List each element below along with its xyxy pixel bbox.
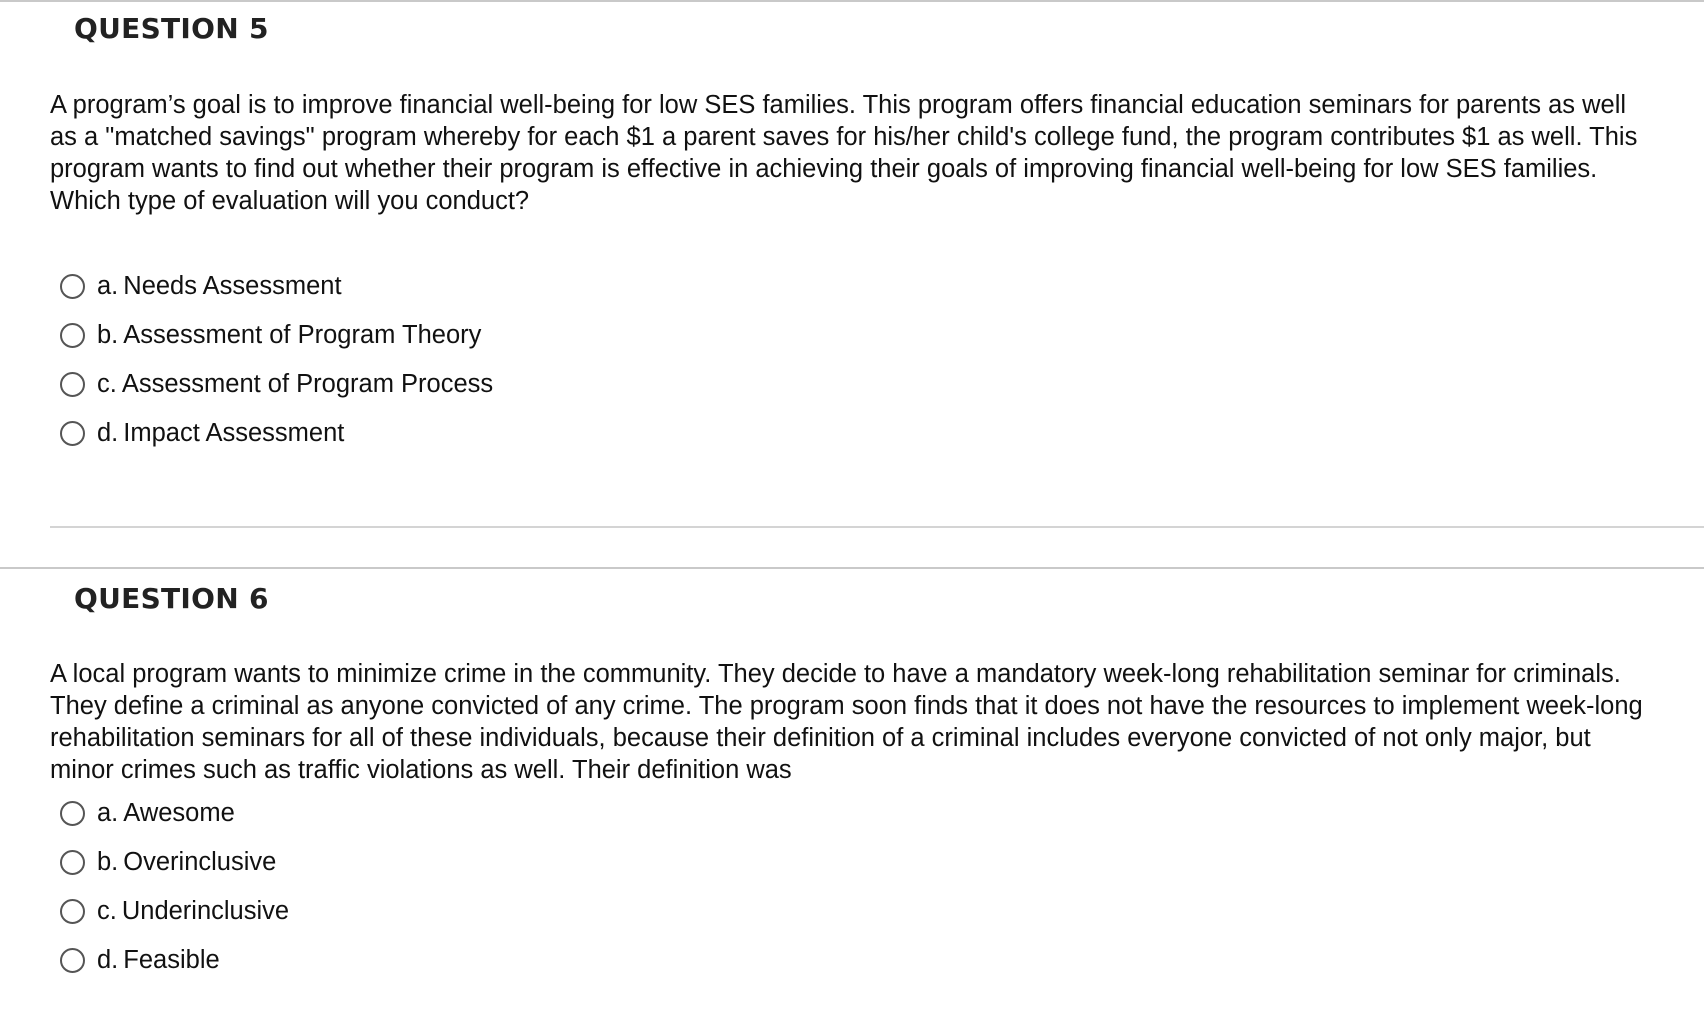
option-label[interactable]: Awesome [123,799,235,827]
radio-button-icon[interactable] [60,323,85,348]
radio-button-icon[interactable] [60,850,85,875]
option-letter: b. [97,321,119,349]
radio-button-icon[interactable] [60,274,85,299]
option-label[interactable]: Assessment of Program Theory [123,321,482,349]
answer-option-a[interactable] [60,789,289,838]
answer-option-d[interactable] [60,936,289,985]
answer-option-c[interactable] [60,887,289,936]
radio-button-icon[interactable] [60,899,85,924]
option-letter: d. [97,946,119,974]
answer-options [60,789,289,985]
answer-option-b[interactable] [60,311,493,360]
option-label[interactable]: Assessment of Program Process [121,370,494,398]
option-letter: b. [97,848,119,876]
answer-option-d[interactable] [60,409,493,458]
answer-options [60,262,493,458]
question-heading: QUESTION 6 [74,582,269,615]
question-text: A program’s goal is to improve financial well-being for low SES families. This program offers financial education seminars for parents as well as a "matched savings" program whereby for each $1 a parent saves for his/her child's college fund, the program contributes $1 as well. This program wants to find out whether their program is effective in achieving their goals of improving financial well-being for low SES families. Which type of evaluation will you conduct? [50,91,1638,215]
radio-button-icon[interactable] [60,801,85,826]
option-letter: a. [97,272,119,300]
radio-button-icon[interactable] [60,372,85,397]
answer-option-c[interactable] [60,360,493,409]
option-letter: c. [97,897,117,925]
answer-option-b[interactable] [60,838,289,887]
option-label[interactable]: Overinclusive [123,848,277,876]
radio-button-icon[interactable] [60,421,85,446]
radio-button-icon[interactable] [60,948,85,973]
option-label[interactable]: Feasible [123,946,220,974]
question-heading: QUESTION 5 [74,12,269,45]
option-label[interactable]: Needs Assessment [123,272,342,300]
option-letter: c. [97,370,117,398]
question-text: A local program wants to minimize crime in the community. They decide to have a mandatory week-long rehabilitation seminar for criminals. They define a criminal as anyone convicted of any crime. The program soon finds that it does not have the resources to implement week-long rehabilitation seminars for all of these individuals, because their definition of a criminal includes everyone convicted of not only major, but minor crimes such as traffic violations as well. Their definition was [50,660,1643,784]
option-label[interactable]: Impact Assessment [123,419,345,447]
top-border [0,0,1704,2]
option-letter: a. [97,799,119,827]
question-divider [50,526,1704,528]
section-divider [0,567,1704,569]
option-letter: d. [97,419,119,447]
option-label[interactable]: Underinclusive [121,897,290,925]
answer-option-a[interactable] [60,262,493,311]
